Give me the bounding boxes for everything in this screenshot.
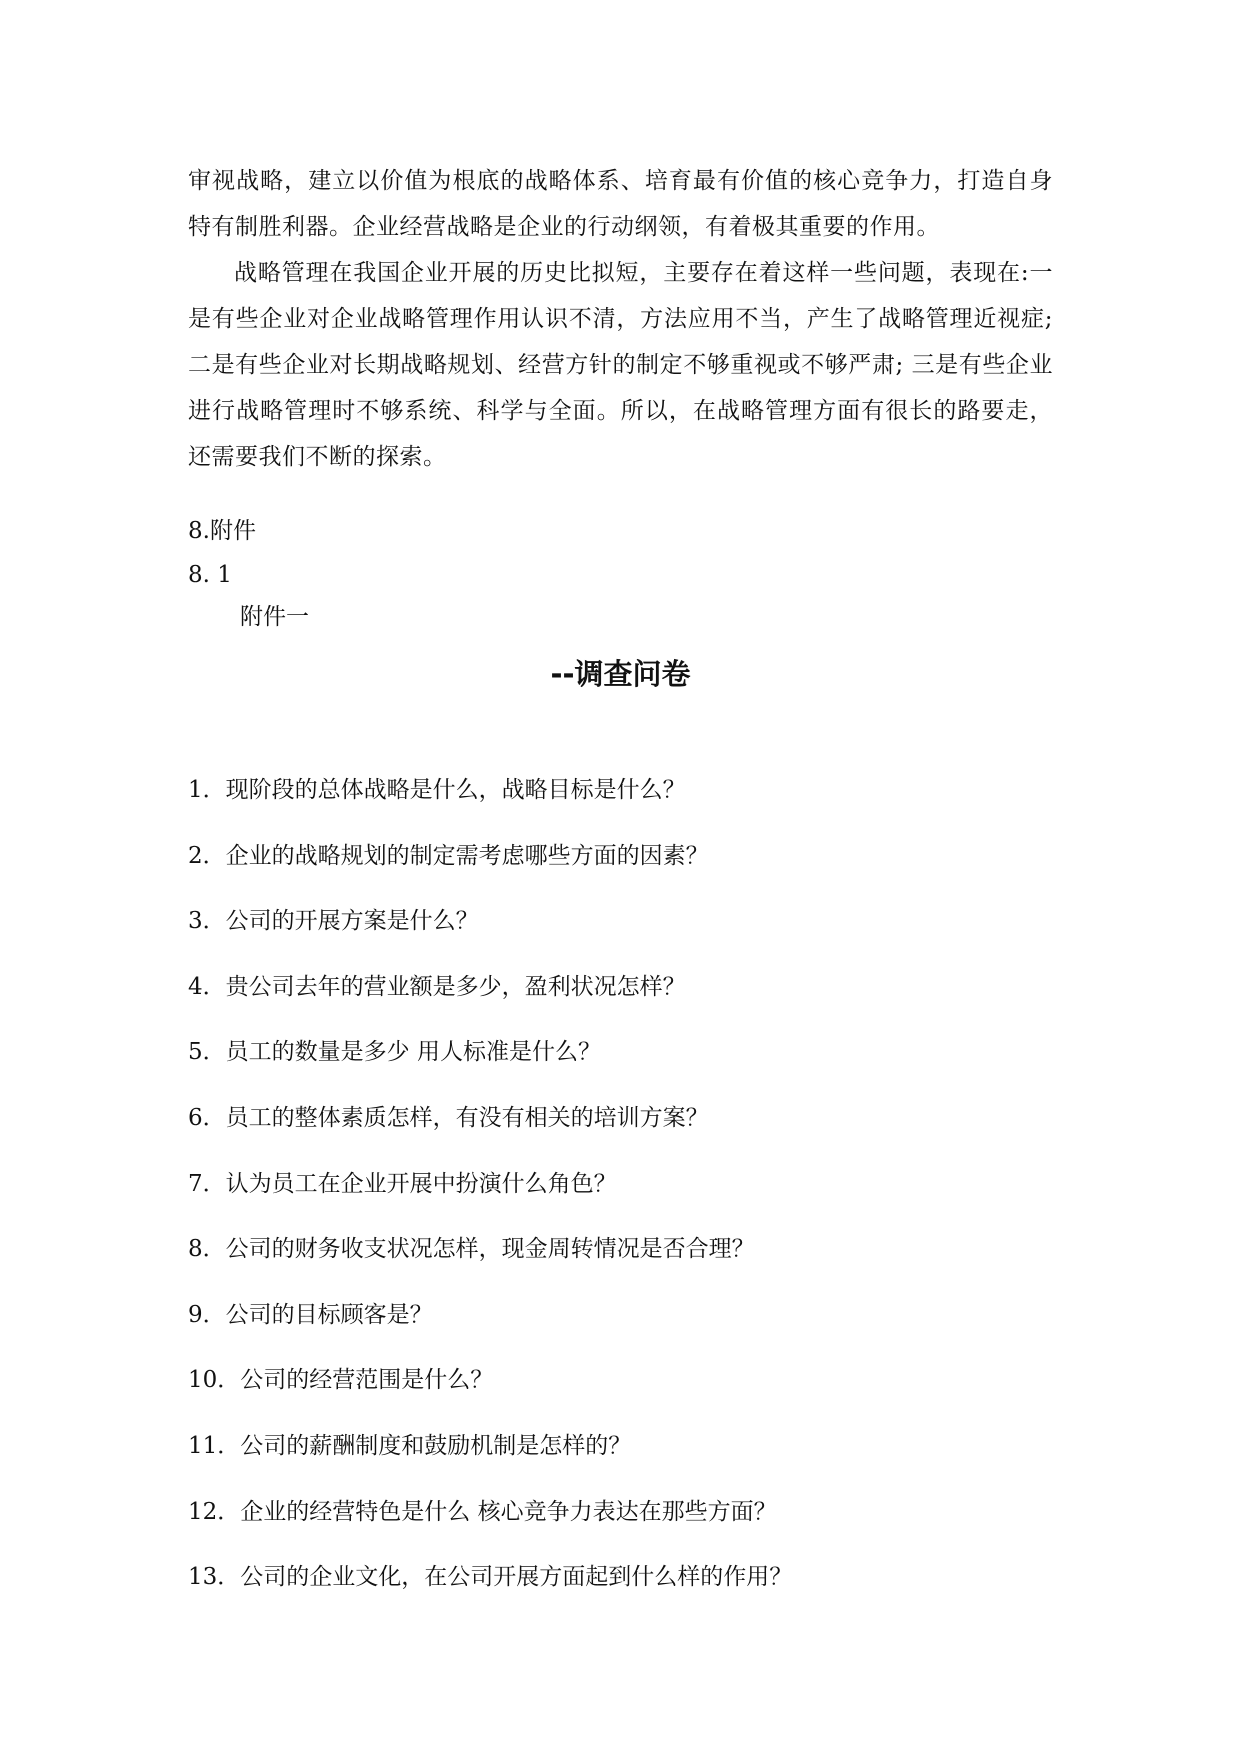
question-item: 6．员工的整体素质怎样，有没有相关的培训方案？ [188,1104,709,1131]
questionnaire-list [188,758,1053,1611]
subsection-number: 8. 1 [188,562,232,588]
document-body [188,158,1053,1611]
paragraph-strategy-problems: 战略管理在我国企业开展的历史比拟短，主要存在着这样一些问题，表现在:一是有些企业对企业战略管理作用认识不清，方法应用不当，产生了战略管理近视症; 二是有些企业对长期战略规划、经营方针的制定不够重视或不够严肃; 三是有些企业进行战略管理时不够系统、科学与全面。所以，在战略管理方面有很长的路要走，还需要我们不断的探索。 [188,260,1053,470]
spacer [188,480,1053,508]
question-item: 11．公司的薪酬制度和鼓励机制是怎样的？ [188,1432,632,1459]
question-item: 2．企业的战略规划的制定需考虑哪些方面的因素？ [188,842,709,869]
question-item: 9．公司的目标顾客是？ [188,1301,433,1328]
question-item: 12．企业的经营特色是什么 核心竞争力表达在那些方面？ [188,1498,777,1525]
annex-label: 附件一 [240,604,309,630]
question-item: 1．现阶段的总体战略是什么，战略目标是什么？ [188,777,686,803]
question-item: 8．公司的财务收支状况怎样，现金周转情况是否合理？ [188,1236,755,1263]
questionnaire-title: --调查问卷 [550,657,691,691]
question-item: 13．公司的企业文化，在公司开展方面起到什么样的作用？ [188,1564,793,1591]
question-item: 7．认为员工在企业开展中扮演什么角色？ [188,1170,617,1197]
question-item: 3．公司的开展方案是什么？ [188,908,479,935]
question-item: 5．员工的数量是多少 用人标准是什么？ [188,1039,601,1066]
question-item: 10．公司的经营范围是什么？ [188,1367,494,1394]
question-item: 4．贵公司去年的营业额是多少，盈利状况怎样？ [188,973,686,1000]
section-heading-annex: 8.附件 [188,518,256,544]
paragraph-strategy-importance: 审视战略，建立以价值为根底的战略体系、培育最有价值的核心竞争力，打造自身特有制胜利器。企业经营战略是企业的行动纲领，有着极其重要的作用。 [188,168,1053,240]
